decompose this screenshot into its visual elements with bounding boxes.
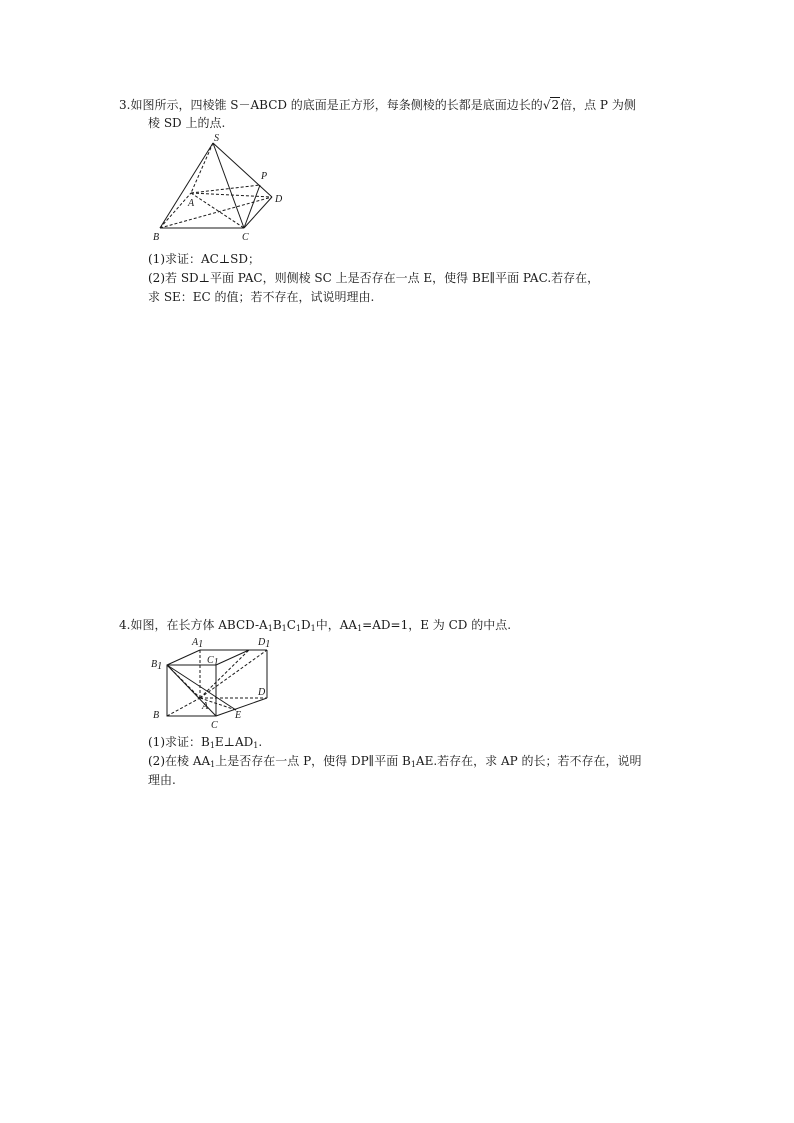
q3-part1: (1)求证：AC⊥SD；	[148, 252, 260, 266]
sqrt-radicand: 2	[551, 98, 560, 112]
q3-part2-line1: (2)若 SD⊥平面 PAC，则侧棱 SC 上是否存在一点 E，使得 BE∥平面 PAC.若存在，	[148, 271, 600, 285]
label-E: E	[235, 710, 242, 721]
q3-stem-text-b: 倍，点 P 为侧	[560, 98, 636, 112]
q4-part2-line1: (2)在棱 $AA_1$上是否存在一点 P，使得 DP∥平面 $B_1AE$.若存在，求 AP 的长；若不存在，说明	[148, 754, 642, 769]
label-B: B	[153, 232, 160, 243]
edge-PC	[244, 185, 260, 228]
label-A: A	[188, 198, 195, 209]
label-A: A	[202, 701, 209, 712]
edge-AC	[191, 193, 244, 228]
label-D: D	[275, 194, 283, 205]
label-C: C	[242, 232, 249, 243]
edge-SD	[213, 143, 272, 197]
edge-CD	[244, 197, 272, 228]
q4-part1: (1)求证：$B_1E\perp AD_1$.	[148, 735, 263, 750]
label-B1: B1	[151, 659, 163, 672]
edge-AP	[191, 185, 260, 193]
label-C1: C1	[207, 655, 219, 668]
sqrt-symbol: √	[542, 98, 551, 112]
q3-stem-text-a: 3.如图所示，四棱锥 S－ABCD 的底面是正方形，每条侧棱的长都是底面边长的	[119, 98, 543, 112]
label-D: D	[258, 687, 266, 698]
q3-stem-line2: 棱 SD 上的点.	[148, 116, 226, 130]
edge-SA	[191, 143, 213, 193]
label-P: P	[261, 171, 268, 182]
q3-pyramid-figure	[148, 133, 293, 245]
edge-BA	[160, 193, 191, 228]
label-B: B	[153, 710, 160, 721]
label-S: S	[214, 133, 219, 144]
q4-part2-line2: 理由.	[148, 773, 176, 787]
q4-cuboid-figure	[148, 632, 278, 732]
edge-SC	[213, 143, 244, 228]
q3-stem-line1	[119, 97, 636, 113]
label-A1: A1	[192, 637, 204, 650]
q4-stem-line1: 4.如图，在长方体 ABCD-$A_1B_1C_1D_1$中，$AA_1=AD=1$，E 为 CD 的中点.	[119, 618, 512, 633]
q3-part2-line2: 求 SE：EC 的值；若不存在，试说明理由.	[148, 290, 375, 304]
label-C: C	[211, 720, 218, 731]
label-D1: D1	[258, 637, 271, 650]
